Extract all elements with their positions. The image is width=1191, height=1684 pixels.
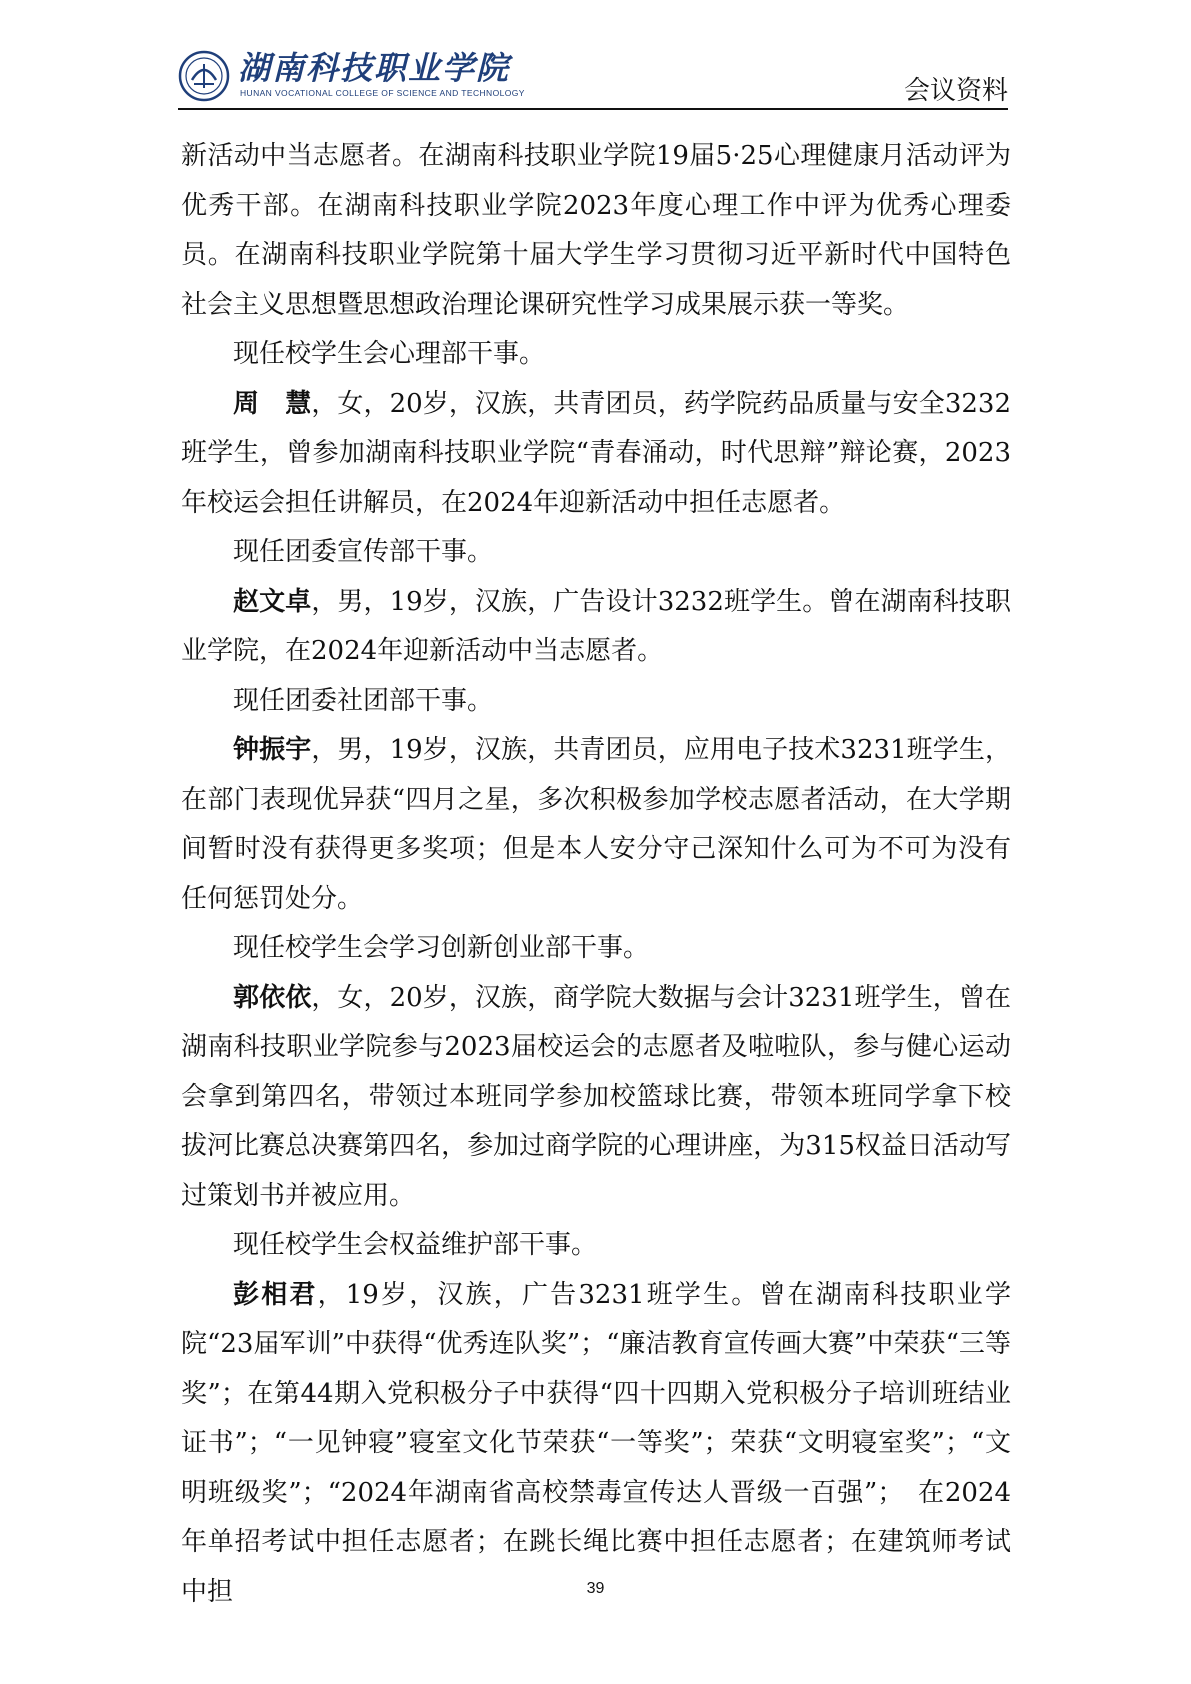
- paragraph: [181, 1221, 1011, 1271]
- paragraph-text: ，女，20岁，汉族，商学院大数据与会计3231班学生，曾在湖南科技职业学院参与2023届校运会的志愿者及啦啦队，参与健心运动会拿到第四名，带领过本班同学参加校篮球比赛，带领本班同学拿下校拔河比赛总决赛第四名，参加过商学院的心理讲座，为315权益日活动写过策划书并被应用。: [181, 982, 1011, 1211]
- document-body: [181, 132, 1011, 1617]
- header-divider: [178, 108, 1008, 110]
- person-paragraph: [181, 578, 1011, 677]
- person-paragraph: [181, 974, 1011, 1222]
- page-header: [178, 44, 1008, 108]
- person-paragraph: [181, 726, 1011, 924]
- person-name: 赵文卓: [233, 586, 312, 617]
- person-name: 彭相君: [233, 1279, 318, 1310]
- person-name: 周 慧: [233, 388, 312, 419]
- paragraph-text: 新活动中当志愿者。在湖南科技职业学院19届5·25心理健康月活动评为优秀干部。在湖南科技职业学院2023年度心理工作中评为优秀心理委员。在湖南科技职业学院第十届大学生学习贯彻习近平新时代中国特色社会主义思想暨思想政治理论课研究性学习成果展示获一等奖。: [181, 141, 1011, 320]
- person-name: 钟振宇: [233, 735, 312, 765]
- paragraph: [181, 924, 1011, 974]
- paragraph: [181, 528, 1011, 578]
- paragraph: [181, 330, 1011, 380]
- paragraph-text: ，男，19岁，汉族，广告设计3232班学生。曾在湖南科技职业学院，在2024年迎新活动中当志愿者。: [181, 586, 1011, 666]
- school-logo-icon: [178, 50, 230, 102]
- paragraph-text: ，19岁，汉族，广告3231班学生。曾在湖南科技职业学院“23届军训”中获得“优秀连队奖”；“廉洁教育宣传画大赛”中荣获“三等奖”；在第44期入党积极分子中获得“四十四期入党积极分子培训班结业证书”；“一见钟寝”寝室文化节荣获“一等奖”；荣获“文明寝室奖”；“文明班级奖”；“2024年湖南省高校禁毒宣传达人晋级一百强”； 在2024年单招考试中担任志愿者；在跳长绳比赛中担任志愿者；在建筑师考试中担: [181, 1279, 1011, 1607]
- paragraph-text: 现任校学生会心理部干事。: [233, 339, 546, 369]
- person-name: 郭依依: [233, 982, 312, 1013]
- school-name-english: HUNAN VOCATIONAL COLLEGE OF SCIENCE AND TECHNOLOGY: [240, 88, 525, 98]
- paragraph: [181, 132, 1011, 330]
- paragraph-text: 现任团委宣传部干事。: [233, 537, 494, 567]
- school-name: 湖南科技职业学院: [238, 49, 511, 87]
- person-paragraph: [181, 1271, 1011, 1618]
- paragraph-text: 现任校学生会权益维护部干事。: [233, 1230, 598, 1260]
- paragraph-text: ，女，20岁，汉族，共青团员，药学院药品质量与安全3232班学生，曾参加湖南科技职业学院“青春涌动，时代思辩”辩论赛，2023年校运会担任讲解员，在2024年迎新活动中担任志愿者。: [181, 388, 1011, 518]
- section-label: 会议资料: [903, 76, 1008, 106]
- person-paragraph: [181, 380, 1011, 529]
- paragraph-text: 现任校学生会学习创新创业部干事。: [233, 933, 650, 963]
- paragraph-text: ，男，19岁，汉族，共青团员，应用电子技术3231班学生，在部门表现优异获“四月之星，多次积极参加学校志愿者活动，在大学期间暂时没有获得更多奖项；但是本人安分守己深知什么可为不可为没有任何惩罚处分。: [181, 735, 1011, 914]
- paragraph-text: 现任团委社团部干事。: [233, 685, 494, 716]
- page-number: 39: [586, 1580, 605, 1597]
- paragraph: [181, 677, 1011, 727]
